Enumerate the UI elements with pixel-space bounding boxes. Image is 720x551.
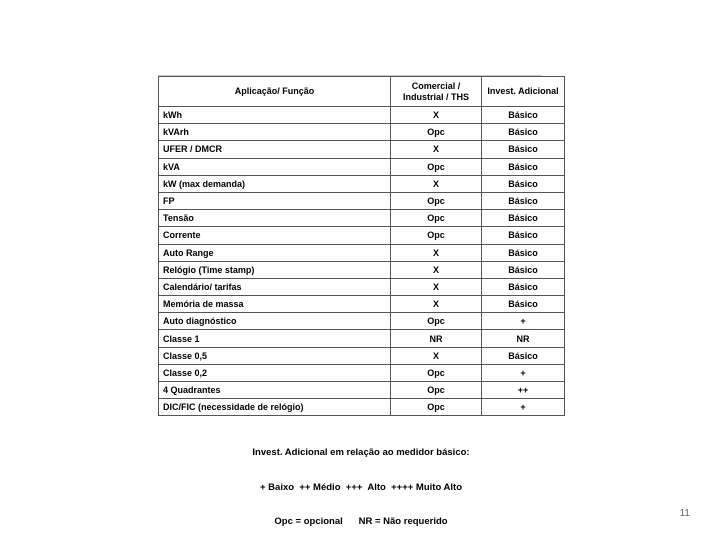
cell-function: Corrente <box>159 227 391 244</box>
cell-function: Auto Range <box>159 244 391 261</box>
cell-investment: Básico <box>482 141 565 158</box>
cell-commercial: Opc <box>391 124 482 141</box>
cell-commercial: X <box>391 107 482 124</box>
cell-commercial: Opc <box>391 210 482 227</box>
footnote-line: + Baixo ++ Médio +++ Alto ++++ Muito Alto <box>259 481 462 493</box>
cell-commercial: Opc <box>391 158 482 175</box>
cell-commercial: NR <box>391 330 482 347</box>
cell-commercial: Opc <box>391 399 482 416</box>
cell-investment: Básico <box>482 347 565 364</box>
cell-investment: Básico <box>482 278 565 295</box>
cell-investment: Básico <box>482 261 565 278</box>
cell-commercial: X <box>391 278 482 295</box>
table-row <box>159 107 565 124</box>
table-footnote <box>158 424 564 551</box>
cell-commercial: Opc <box>391 313 482 330</box>
table-figure <box>158 76 566 527</box>
cell-function: Classe 0,2 <box>159 364 391 381</box>
cell-investment: Básico <box>482 192 565 209</box>
table-row <box>159 261 565 278</box>
table-row <box>159 278 565 295</box>
cell-commercial: X <box>391 261 482 278</box>
table-row <box>159 175 565 192</box>
cell-function: Memória de massa <box>159 296 391 313</box>
table-row <box>159 244 565 261</box>
table-row <box>159 399 565 416</box>
header-application: Aplicação/ Função <box>159 77 391 107</box>
cell-function: kVArh <box>159 124 391 141</box>
cell-function: DIC/FIC (necessidade de relógio) <box>159 399 391 416</box>
table-row <box>159 227 565 244</box>
table-row <box>159 141 565 158</box>
cell-function: Auto diagnóstico <box>159 313 391 330</box>
table-header-row <box>159 77 565 107</box>
cell-investment: Básico <box>482 175 565 192</box>
cell-function: kVA <box>159 158 391 175</box>
cell-commercial: X <box>391 347 482 364</box>
cell-function: 4 Quadrantes <box>159 382 391 399</box>
cell-commercial: Opc <box>391 192 482 209</box>
table-row <box>159 210 565 227</box>
requirements-table <box>158 76 565 416</box>
cell-investment: + <box>482 399 565 416</box>
table-row <box>159 313 565 330</box>
cell-commercial: X <box>391 175 482 192</box>
cell-commercial: X <box>391 244 482 261</box>
cell-investment: Básico <box>482 124 565 141</box>
page-number: 11 <box>679 508 690 519</box>
table-body <box>159 107 565 416</box>
cell-investment: NR <box>482 330 565 347</box>
cell-commercial: Opc <box>391 227 482 244</box>
footnote-line: Opc = opcional NR = Não requerido <box>274 516 448 527</box>
cell-commercial: X <box>391 141 482 158</box>
cell-function: Classe 1 <box>159 330 391 347</box>
header-investment: Invest. Adicional <box>482 77 565 107</box>
cell-investment: Básico <box>482 296 565 313</box>
cell-investment: Básico <box>482 227 565 244</box>
table-row <box>159 364 565 381</box>
cell-investment: Básico <box>482 107 565 124</box>
cell-investment: Básico <box>482 158 565 175</box>
cell-investment: Básico <box>482 210 565 227</box>
table-row <box>159 347 565 364</box>
table-row <box>159 158 565 175</box>
table-row <box>159 124 565 141</box>
table-row <box>159 192 565 209</box>
cell-function: Classe 0,5 <box>159 347 391 364</box>
cell-commercial: X <box>391 296 482 313</box>
cell-investment: ++ <box>482 382 565 399</box>
cell-investment: + <box>482 364 565 381</box>
cell-investment: Básico <box>482 244 565 261</box>
cell-function: kWh <box>159 107 391 124</box>
table-row <box>159 330 565 347</box>
cell-function: Tensão <box>159 210 391 227</box>
footnote-line: Invest. Adicional em relação ao medidor básico: <box>252 447 470 458</box>
header-commercial: Comercial / Industrial / THS <box>391 77 482 107</box>
cell-function: Relógio (Time stamp) <box>159 261 391 278</box>
cell-investment: + <box>482 313 565 330</box>
cell-function: UFER / DMCR <box>159 141 391 158</box>
cell-commercial: Opc <box>391 382 482 399</box>
table-row <box>159 296 565 313</box>
cell-commercial: Opc <box>391 364 482 381</box>
cell-function: FP <box>159 192 391 209</box>
cell-function: kW (max demanda) <box>159 175 391 192</box>
table-row <box>159 382 565 399</box>
cell-function: Calendário/ tarifas <box>159 278 391 295</box>
